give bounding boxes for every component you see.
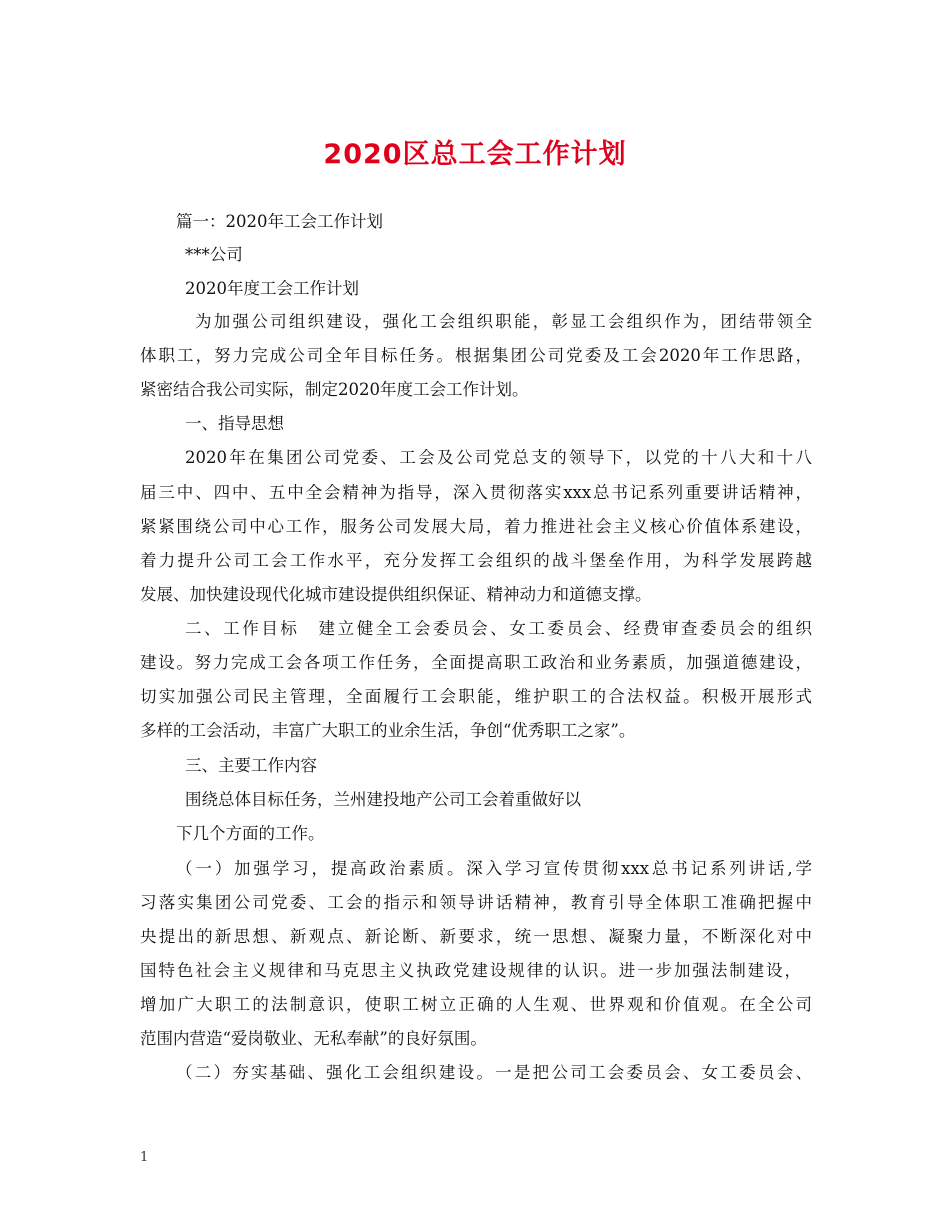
- text-line: 多样的工会活动，丰富广大职工的业余生活，争创“优秀职工之家”。: [140, 721, 636, 740]
- text-line: 2020年在集团公司党委、工会及公司党总支的领导下，以党的十八大和十八: [185, 448, 812, 467]
- text-line: 习落实集团公司党委、工会的指示和领导讲话精神，教育引导全体职工准确把握中: [140, 893, 812, 912]
- section-heading: 一、指导思想: [185, 414, 284, 433]
- section-heading: 二、工作目标 建立健全工会委员会、女工委员会、经费审查委员会的组织: [185, 619, 812, 638]
- text-line: （二）夯实基础、强化工会组织建设。一是把公司工会委员会、女工委员会、: [176, 1063, 812, 1082]
- text-line: 国特色社会主义规律和马克思主义执政党建设规律的认识。进一步加强法制建设，: [140, 961, 801, 980]
- text-line: 建设。努力完成工会各项工作任务，全面提高职工政治和业务素质，加强道德建设，: [140, 653, 812, 672]
- text-line: 紧密结合我公司实际，制定2020年度工会工作计划。: [140, 380, 529, 399]
- text-line: 围绕总体目标任务，兰州建投地产公司工会着重做好以: [185, 790, 581, 809]
- text-line: 央提出的新思想、新观点、新论断、新要求，统一思想、凝聚力量，不断深化对中: [140, 927, 812, 946]
- text-line: 切实加强公司民主管理，全面履行工会职能，维护职工的合法权益。积极开展形式: [140, 687, 812, 706]
- text-line: 下几个方面的工作。: [176, 824, 325, 843]
- page-number: 1: [140, 1150, 149, 1165]
- text-line: 为加强公司组织建设，强化工会组织职能，彰显工会组织作为，团结带领全: [195, 312, 812, 331]
- text-line: ***公司: [185, 245, 243, 264]
- document-title: 2020区总工会工作计划: [323, 139, 627, 170]
- text-line: 体职工，努力完成公司全年目标任务。根据集团公司党委及工会2020年工作思路，: [140, 346, 812, 365]
- text-line: 着力提升公司工会工作水平，充分发挥工会组织的战斗堡垒作用，为科学发展跨越: [140, 551, 812, 570]
- section-heading: 三、主要工作内容: [185, 756, 317, 775]
- text-line: 增加广大职工的法制意识，使职工树立正确的人生观、世界观和价值观。在全公司: [140, 995, 812, 1014]
- text-line: 届三中、四中、五中全会精神为指导，深入贯彻落实xxx总书记系列重要讲话精神，: [140, 483, 812, 502]
- text-line: 2020年度工会工作计划: [185, 279, 359, 298]
- text-line: （一）加强学习，提高政治素质。深入学习宣传贯彻xxx总书记系列讲话,学: [176, 859, 812, 878]
- text-line: 发展、加快建设现代化城市建设提供组织保证、精神动力和道德支撑。: [140, 585, 652, 604]
- text-line: 篇一：2020年工会工作计划: [176, 212, 383, 231]
- text-line: 紧紧围绕公司中心工作，服务公司发展大局，着力推进社会主义核心价值体系建设，: [140, 517, 812, 536]
- text-line: 范围内营造“爱岗敬业、无私奉献”的良好氛围。: [140, 1029, 487, 1048]
